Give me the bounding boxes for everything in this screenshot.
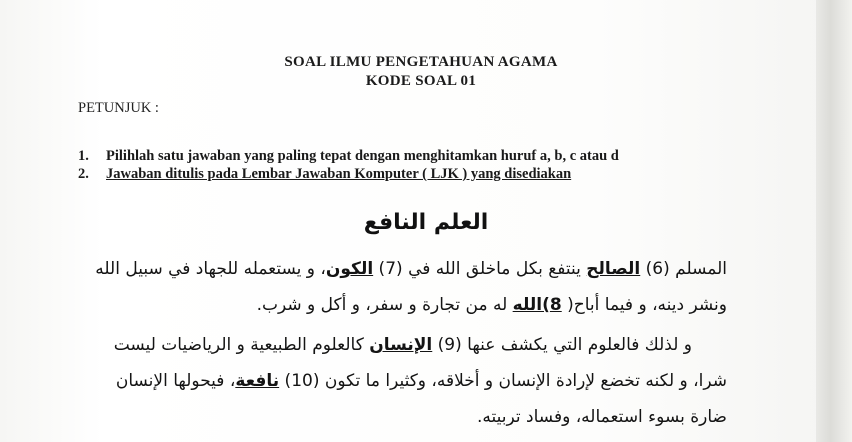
passage-text: شرا، و لكنه تخضع لإرادة الإنسان و أخلاقه، وكثيرا ما تكون (10) (279, 371, 727, 391)
keyword-8: 8)الله (512, 295, 562, 315)
instruction-text: Pilihlah satu jawaban yang paling tepat dengan menghitamkan huruf a, b, c atau d (106, 148, 619, 164)
passage-text: المسلم (6) (640, 259, 727, 279)
instruction-2 (78, 166, 571, 183)
keyword-7: الكون (325, 259, 374, 279)
keyword-10: نافعة (235, 371, 280, 391)
instruction-number: 1. (78, 148, 89, 164)
petunjuk-label: PETUNJUK : (78, 100, 159, 116)
instruction-text: Jawaban ditulis pada Lembar Jawaban Komputer ( LJK ) yang disediakan (106, 166, 572, 182)
passage-text: و لذلك فالعلوم التي يكشف عنها (9) (432, 335, 692, 355)
passage-line-4 (116, 371, 727, 391)
passage-text: ، فيحولها الإنسان (115, 371, 236, 391)
passage-text: ينتفع بكل ماخلق الله في (7) (373, 259, 587, 279)
passage-line-1 (95, 259, 727, 279)
passage-line-2 (257, 295, 727, 315)
passage-heading: العلم النافع (363, 210, 489, 235)
instruction-1 (78, 148, 619, 165)
passage-text: ونشر دينه، و فيما أباح( (561, 295, 727, 315)
exam-title: SOAL ILMU PENGETAHUAN AGAMA (284, 54, 558, 70)
passage-text: ، و يستعمله للجهاد في سبيل الله (95, 259, 326, 279)
keyword-6: الصالح (586, 259, 641, 279)
passage-text: له من تجارة و سفر، و أكل و شرب. (256, 295, 513, 315)
passage-line-5: ضارة بسوء استعماله، وفساد تربيته. (477, 407, 727, 427)
passage-line-3 (114, 335, 692, 355)
exam-code: KODE SOAL 01 (365, 73, 477, 89)
instruction-number: 2. (78, 166, 89, 182)
keyword-9: الإنسان (369, 335, 433, 355)
passage-text: كالعلوم الطبيعية و الرياضيات ليست (113, 335, 370, 355)
